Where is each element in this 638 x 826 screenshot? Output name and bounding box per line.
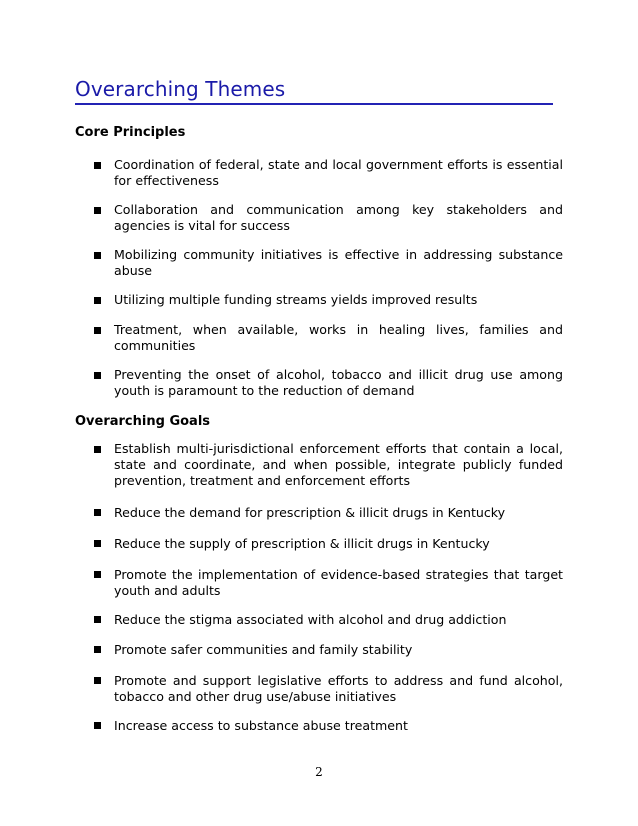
list-item-text: Promote and support legislative efforts to address and fund alcohol, tobacco and other drug use/abuse initiatives: [114, 673, 563, 704]
list-item-text: Promote safer communities and family stability: [114, 642, 413, 657]
square-bullet-icon: [94, 677, 101, 684]
core-principles-title: Core Principles: [75, 125, 186, 140]
square-bullet-icon: [94, 616, 101, 623]
square-bullet-icon: [94, 327, 101, 334]
list-item-text: Increase access to substance abuse treatment: [114, 718, 408, 733]
square-bullet-icon: [94, 646, 101, 653]
page-number: 2: [315, 765, 323, 779]
list-item-text: Promote the implementation of evidence-based strategies that target youth and adults: [114, 567, 563, 598]
list-item-text: Reduce the demand for prescription & illicit drugs in Kentucky: [114, 505, 506, 520]
list-item-text: Reduce the stigma associated with alcohol and drug addiction: [114, 612, 507, 627]
square-bullet-icon: [94, 252, 101, 259]
list-item-text: Preventing the onset of alcohol, tobacco and illicit drug use among youth is paramount to the reduction of demand: [114, 367, 563, 398]
square-bullet-icon: [94, 509, 101, 516]
list-item-text: Mobilizing community initiatives is effective in addressing substance abuse: [114, 247, 563, 278]
square-bullet-icon: [94, 207, 101, 214]
square-bullet-icon: [94, 162, 101, 169]
list-item-text: Coordination of federal, state and local government efforts is essential for effectiveness: [114, 157, 563, 188]
list-item-text: Utilizing multiple funding streams yields improved results: [114, 292, 478, 307]
list-item-text: Treatment, when available, works in healing lives, families and communities: [114, 322, 563, 353]
square-bullet-icon: [94, 571, 101, 578]
page-heading: Overarching Themes: [75, 77, 286, 101]
heading-underline: [75, 103, 553, 105]
square-bullet-icon: [94, 722, 101, 729]
square-bullet-icon: [94, 540, 101, 547]
list-item-text: Collaboration and communication among key stakeholders and agencies is vital for success: [114, 202, 563, 233]
list-item-text: Establish multi-jurisdictional enforcement efforts that contain a local, state and coordinate, and when possible, integrate publicly funded prevention, treatment and enforcement efforts: [114, 441, 563, 488]
list-item-text: Reduce the supply of prescription & illicit drugs in Kentucky: [114, 536, 490, 551]
square-bullet-icon: [94, 372, 101, 379]
square-bullet-icon: [94, 297, 101, 304]
overarching-goals-title: Overarching Goals: [75, 414, 211, 429]
square-bullet-icon: [94, 446, 101, 453]
